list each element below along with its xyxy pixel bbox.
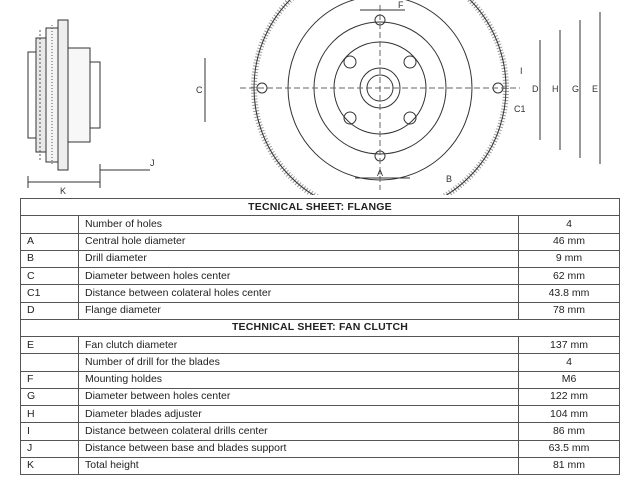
table-row — [21, 423, 620, 440]
row-code: C1 — [21, 285, 79, 302]
table-row — [21, 233, 620, 250]
side-view — [28, 20, 150, 188]
row-label: Fan clutch diameter — [79, 337, 519, 354]
row-label: Diameter between holes center — [79, 268, 519, 285]
row-value: 46 mm — [519, 233, 620, 250]
row-label: Diameter blades adjuster — [79, 406, 519, 423]
table-row — [21, 337, 620, 354]
label-j: J — [150, 158, 155, 168]
label-c: C — [196, 85, 203, 95]
row-code: A — [21, 233, 79, 250]
row-value: 62 mm — [519, 268, 620, 285]
technical-sheet-body — [21, 199, 620, 475]
row-value: 137 mm — [519, 337, 620, 354]
flange-title-row — [21, 199, 620, 216]
technical-sheet-table — [20, 198, 620, 475]
table-row — [21, 371, 620, 388]
row-value: 63.5 mm — [519, 440, 620, 457]
table-row — [21, 302, 620, 319]
label-g: G — [572, 84, 580, 94]
table-row — [21, 457, 620, 474]
table-row — [21, 250, 620, 267]
table-row — [21, 388, 620, 405]
row-code: J — [21, 440, 79, 457]
table-row — [21, 268, 620, 285]
row-label: Central hole diameter — [79, 233, 519, 250]
row-label: Total height — [79, 457, 519, 474]
row-label: Flange diameter — [79, 302, 519, 319]
row-value: 4 — [519, 354, 620, 371]
label-i: I — [520, 66, 523, 76]
row-value: 9 mm — [519, 250, 620, 267]
technical-drawing — [0, 0, 640, 195]
row-code: I — [21, 423, 79, 440]
row-code: H — [21, 406, 79, 423]
table-row — [21, 354, 620, 371]
row-value: 104 mm — [519, 406, 620, 423]
row-label: Drill diameter — [79, 250, 519, 267]
row-label: Number of drill for the blades — [79, 354, 519, 371]
row-value: 4 — [519, 216, 620, 233]
row-label: Number of holes — [79, 216, 519, 233]
table-row — [21, 285, 620, 302]
table-row — [21, 406, 620, 423]
row-label: Distance between colateral drills center — [79, 423, 519, 440]
front-view — [205, 0, 600, 195]
row-label: Distance between base and blades support — [79, 440, 519, 457]
row-code: F — [21, 371, 79, 388]
row-label: Mounting holdes — [79, 371, 519, 388]
row-code — [21, 354, 79, 371]
row-code: K — [21, 457, 79, 474]
row-value: 86 mm — [519, 423, 620, 440]
row-label: Distance between colateral holes center — [79, 285, 519, 302]
row-value: M6 — [519, 371, 620, 388]
row-value: 122 mm — [519, 388, 620, 405]
label-f: F — [398, 0, 404, 10]
label-h: H — [552, 84, 559, 94]
row-code — [21, 216, 79, 233]
label-c1: C1 — [514, 104, 526, 114]
row-code: C — [21, 268, 79, 285]
row-value: 43.8 mm — [519, 285, 620, 302]
label-e: E — [592, 84, 599, 94]
table-row — [21, 216, 620, 233]
flange-title: TECNICAL SHEET: FLANGE — [21, 199, 620, 216]
label-b: B — [446, 174, 453, 184]
row-code: D — [21, 302, 79, 319]
label-a: A — [377, 168, 384, 178]
row-code: B — [21, 250, 79, 267]
row-label: Diameter between holes center — [79, 388, 519, 405]
label-d: D — [532, 84, 539, 94]
label-k: K — [60, 186, 67, 195]
fan-title-row — [21, 319, 620, 336]
table-row — [21, 440, 620, 457]
row-code: G — [21, 388, 79, 405]
row-value: 81 mm — [519, 457, 620, 474]
row-code: E — [21, 337, 79, 354]
fan-clutch-title: TECHNICAL SHEET: FAN CLUTCH — [21, 319, 620, 336]
row-value: 78 mm — [519, 302, 620, 319]
